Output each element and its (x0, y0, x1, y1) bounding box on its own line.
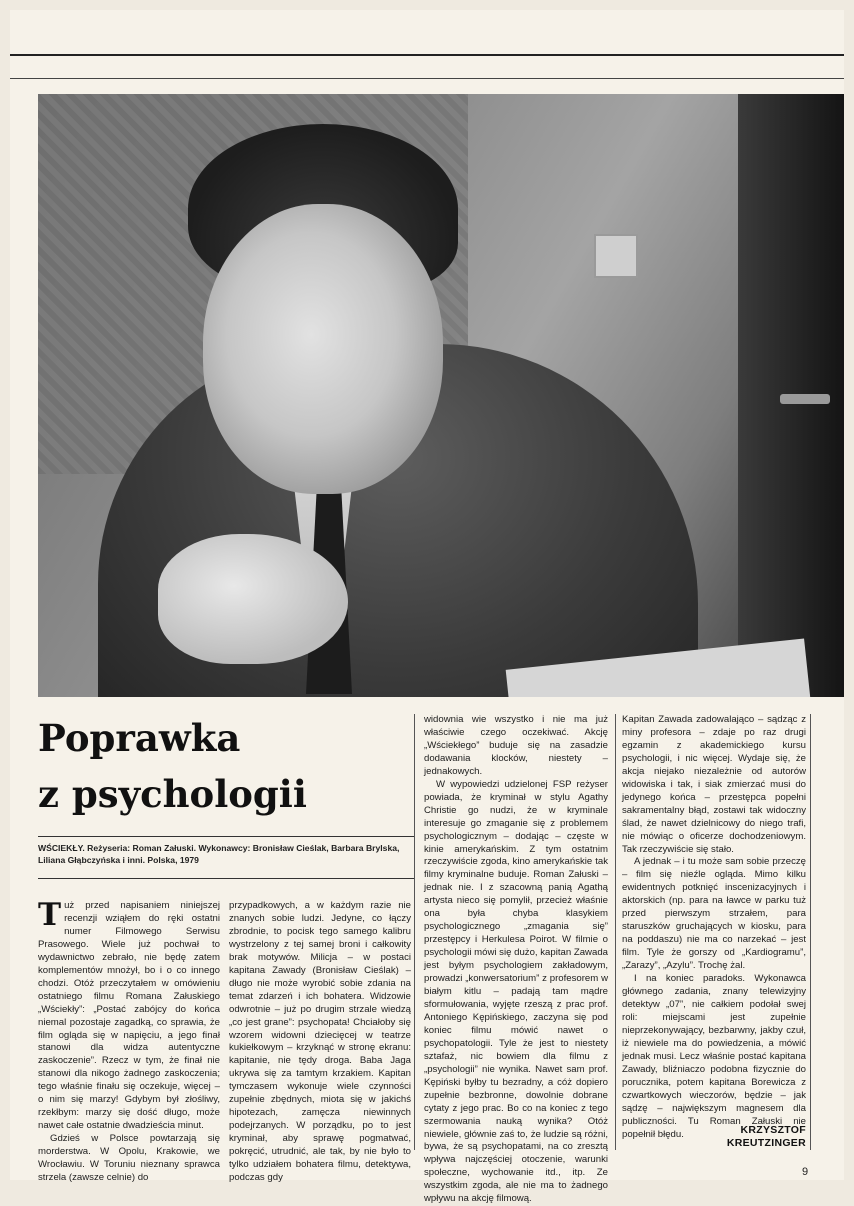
title-line-1: Poprawka (38, 716, 241, 760)
paragraph: Kapitan Zawada zadowalająco – sądząc z miny profesora – zdaje po raz drugi egzamin z akademickiego kursu psychologii, i nic więcej. Wydaje się, że akcja niejako niezależnie od autorów widowiska i tak, i siak zmierzać musi do jedynego końca – przestępca popełni sakramentalny błąd, zostawi tak widoczny ślad, że nawet dzielnicowy do niego trafi, nie mówiąc o oficerze dochodzeniowym. Tak rzeczywiście się stało. (622, 714, 806, 855)
paragraph: przypadkowych, a w każdym razie nie znanych sobie ludzi. Jedyne, co łączy zbrodnie, to pocisk tego samego kalibru wystrzelony z tej samej broni i całkowity brak motywów. Milicja – w postaci kapitana Zawady (Bronisław Cieślak) – długo nie może wyrobić sobie zdania na temat zdarzeń i ich bohatera. Widzowie odwrotnie – już po drugim strzale wiedzą „co jest grane”: psychopata! Chciałoby się wzorem widowni dziecięcej w teatrze kukiełkowym – krzyknąć w stronę ekranu: kapitanie, nie tędy droga. Baba Jaga ukrywa się za tamtym krzakiem. Kapitan tymczasem wykonuje wiele czynności zupełnie zbędnych, miota się w jakichś hipotezach, zamęcza niewinnych podejrzanych. W porządku, po to jest kryminał, aby sprawę pogmatwać, pokręcić, utrudnić, ale tak, by nie było to tylko udziałem bohatera filmu, detektywa, podczas gdy (229, 900, 411, 1184)
magazine-page (10, 10, 844, 1205)
paragraph: Gdzieś w Polsce powtarzają się morderstwa. W Opolu, Krakowie, we Wrocławiu. W Toruniu nieznany sprawca strzela (zawsze celnie) do (38, 1133, 220, 1184)
page-number: 9 (802, 1166, 809, 1178)
author-last-name: KREUTZINGER (726, 1137, 806, 1149)
column-rule (810, 714, 811, 1150)
photo-face (203, 204, 443, 494)
credits-rule-bottom (38, 878, 414, 879)
author-first-name: KRZYSZTOF (740, 1124, 806, 1136)
drop-cap: T (38, 897, 62, 933)
text-column-4 (622, 714, 806, 1141)
credits-rule-top (38, 836, 414, 837)
photo-hand (158, 534, 348, 664)
author-byline (698, 1124, 806, 1150)
portrait-photo (38, 94, 844, 697)
title-line-2: z psychologii (38, 772, 307, 816)
article-title (38, 710, 418, 822)
paragraph: A jednak – i tu może sam sobie przeczę – film się nieźle ogląda. Mimo kilku ewidentnych potknięć inscenizacyjnych i aktorskich (np. para na ławce w parku tuż przed pierwszym strzałem, para staruszków gruchających w kiosku, para na poddaszu) nie ma co narzekać – jest film. Tyle że gorszy od „Kardiogramu”, „Zarazy”, „Azylu”. Trochę żal. (622, 856, 806, 972)
film-credits: WŚCIEKŁY. Reżyseria: Roman Załuski. Wykonawcy: Bronisław Cieślak, Barbara Brylska, Liliana Głąbczyńska i inni. Polska, 1979 (38, 843, 400, 865)
paragraph: widownia wie wszystko i nie ma już właściwie czego oczekiwać. Akcję „Wściekłego” buduje się na zasadzie dodawania klocków, niestety – jednakowych. (424, 714, 608, 777)
text-column-1 (38, 897, 220, 1185)
top-rule (10, 54, 844, 56)
photo-light-switch (594, 234, 638, 278)
paragraph: W wypowiedzi udzielonej FSP reżyser powiada, że kryminał w stylu Agathy Christie go nudzi, że w kryminale interesuje go zmaganie się z problemem psychologicznym – dodając – częste w kinie amerykańskim. Z tym ostatnim rzeczywiście zgoda, kino amerykańskie tak filmy kryminalne buduje. Roman Załuski – jednak nie. I z szacowną panią Agathą artysta nieco się pomylił, przecież właśnie ona była chyba klasykiem psychologicznego „zmagania się” przestępcy i Herkulesa Poirot. W filmie o psychologii mówi się dużo, kapitan Zawada jest byłym psychologiem zakładowym, prowadzi „konwersatorium” z profesorem w białym kitlu – padają tam mądre sformułowania, wyjęte rzeszą z prac prof. Antoniego Kępińskiego, zaczyna się pod koniec filmu mówić nawet o psychopatologii. Tyle że jest to niestety sztafaż, nic bowiem dla filmu z „psychologii” nie wynika. Nawet sam prof. Kępiński byłby tu bezradny, a cóż dopiero zupełnie bezbronne, dowolnie dobrane cytaty z jego prac. Bo co na koniec z tego szermowania nauką wynika? Otóż niewiele, głównie zaś to, że ludzie są różni, bywa, że są psychopatami, na co zresztą wpływa najczęściej otoczenie, warunki społeczne, wychowanie itd., itp. Ze wszystkim zgoda, ale nie ma to żadnego wpływu na akcję filmową. (424, 778, 608, 1205)
paragraph: Tuż przed napisaniem niniejszej recenzji wziąłem do ręki ostatni numer Filmowego Serwisu Prasowego. Wiele już pochwał to wydawnictwo zebrało, nie będę zatem komplementów mnożył, bo i o co innego chodzi. Otóż przeczytałem w omówieniu ostatniego filmu Romana Załuskiego „Wściekły”: „Postać zabójcy do końca niemal pozostaje zagadką, co sprawia, że film ogląda się w napięciu, a jego finał stanowi dla widza autentyczne zaskoczenie”. Rzecz w tym, że finał nie stanowi dla nikogo żadnego zaskoczenia; tego właśnie finału się oczekuje, więcej – o nim się marzy! Gdybym był złośliwy, rzekłbym: marzy się dość długo, może nawet całe ostatnie dwadzieścia minut. (38, 897, 220, 1132)
photo-door-handle (780, 394, 830, 404)
text-column-2 (229, 900, 411, 1185)
text-column-3 (424, 714, 608, 1206)
paragraph: I na koniec paradoks. Wykonawca głównego zadania, znany telewizyjny detektyw „07”, nie całkiem podołał swej roli: miejscami jest zupełnie nieprzekonywający, bezbarwny, jakby czuł, iż niewiele ma do powiedzenia, a mówić jednak musi. Lecz właśnie postać kapitana Zawady, bliźniaczo podobna fizycznie do porucznika, potem kapitana Borewicza z czwartkowych wieczorów, będzie – jak sądzę – największym magnesem dla publiczności. Tu Roman Załuski nie popełnił błędu. (622, 973, 806, 1140)
top-rule-thin (10, 78, 844, 79)
column-rule (615, 714, 616, 1150)
